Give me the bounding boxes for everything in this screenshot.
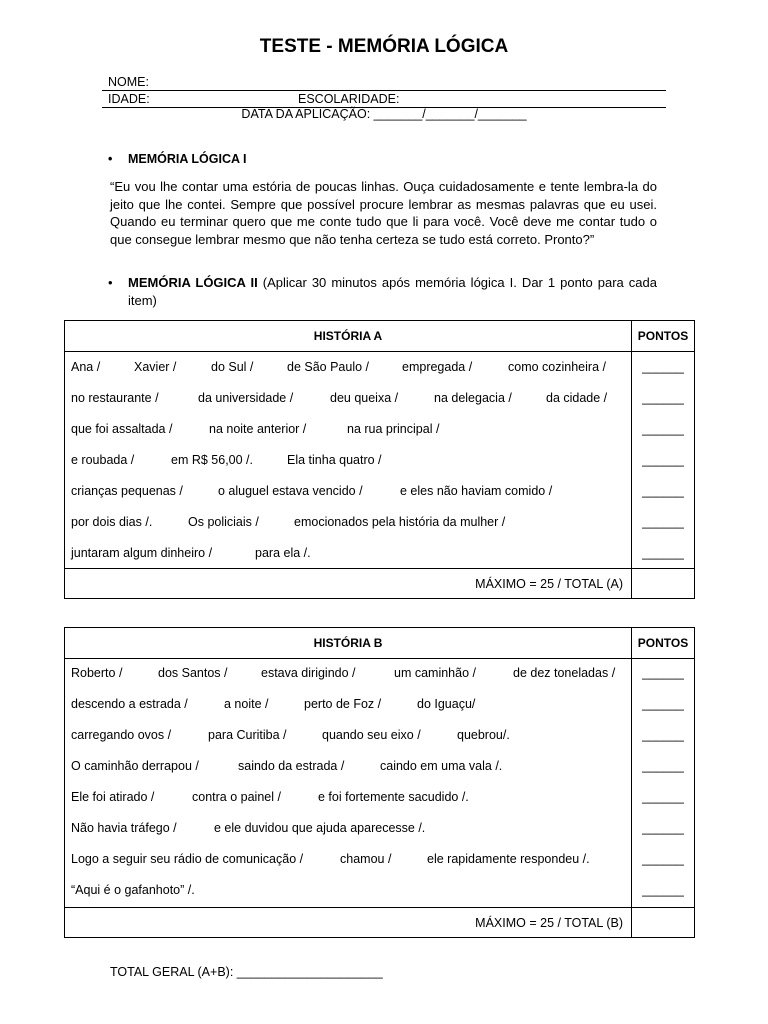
story-b-total: MÁXIMO = 25 / TOTAL (B) [65, 908, 632, 938]
story-b-row [71, 790, 631, 810]
story-a-row [71, 391, 631, 411]
story-item: empregada / [402, 360, 473, 374]
story-a-total-box [632, 569, 695, 599]
story-item: e roubada / [71, 453, 135, 467]
application-date: DATA DA APLICAÇÃO: _______/_______/_______ [241, 107, 527, 121]
points-blank: ______ [642, 546, 684, 560]
story-b-row [71, 697, 631, 717]
story-item: do Iguaçu/ [417, 697, 476, 711]
page-title: TESTE - MEMÓRIA LÓGICA [259, 36, 509, 57]
story-a-points [632, 352, 694, 568]
points-blank: ______ [642, 422, 684, 436]
grand-total: TOTAL GERAL (A+B): _____________________ [110, 965, 383, 979]
story-item: Ela tinha quatro / [287, 453, 382, 467]
name-label: NOME: [108, 75, 149, 89]
story-item: Roberto / [71, 666, 123, 680]
story-item: Não havia tráfego / [71, 821, 177, 835]
story-item: emocionados pela história da mulher / [294, 515, 506, 529]
story-b-row [71, 759, 631, 779]
points-blank: ______ [642, 391, 684, 405]
story-b-row [71, 883, 631, 903]
points-blank: ______ [642, 697, 684, 711]
story-item: crianças pequenas / [71, 484, 183, 498]
story-a-points-header: PONTOS [632, 321, 695, 352]
story-item: perto de Foz / [304, 697, 382, 711]
story-item: ele rapidamente respondeu /. [427, 852, 590, 866]
points-blank: ______ [642, 666, 684, 680]
story-a-total: MÁXIMO = 25 / TOTAL (A) [65, 569, 632, 599]
section2-note: (Aplicar 30 minutos após memória lógica I. Dar 1 ponto para cada item) [128, 275, 657, 308]
story-item: e ele duvidou que ajuda aparecesse /. [214, 821, 426, 835]
story-b-title: HISTÓRIA B [65, 628, 632, 659]
story-item: “Aqui é o gafanhoto” /. [71, 883, 195, 897]
story-item: de São Paulo / [287, 360, 370, 374]
story-item: carregando ovos / [71, 728, 172, 742]
points-blank: ______ [642, 883, 684, 897]
story-item: do Sul / [211, 360, 254, 374]
points-blank: ______ [642, 821, 684, 835]
story-item: o aluguel estava vencido / [218, 484, 363, 498]
story-b-row [71, 852, 631, 872]
story-item: da universidade / [198, 391, 294, 405]
points-blank: ______ [642, 790, 684, 804]
story-item: quando seu eixo / [322, 728, 421, 742]
section1-heading-text: MEMÓRIA LÓGICA I [128, 152, 247, 166]
story-item: contra o painel / [192, 790, 281, 804]
story-item: Xavier / [134, 360, 177, 374]
story-a-row [71, 484, 631, 504]
story-a-row [71, 546, 631, 566]
section1-heading [108, 152, 247, 166]
story-item: Os policiais / [188, 515, 259, 529]
section2-heading-text: MEMÓRIA LÓGICA II [128, 275, 258, 290]
story-item: no restaurante / [71, 391, 159, 405]
story-item: juntaram algum dinheiro / [71, 546, 213, 560]
story-item: que foi assaltada / [71, 422, 173, 436]
story-item: em R$ 56,00 /. [171, 453, 253, 467]
story-b-items [65, 659, 631, 907]
story-item: saindo da estrada / [238, 759, 345, 773]
story-item: um caminhão / [394, 666, 476, 680]
story-item: caindo em uma vala /. [380, 759, 503, 773]
story-item: na rua principal / [347, 422, 440, 436]
story-item: na noite anterior / [209, 422, 307, 436]
story-item: Logo a seguir seu rádio de comunicação / [71, 852, 304, 866]
instruction-quote: “Eu vou lhe contar uma estória de poucas linhas. Ouça cuidadosamente e tente lembra-la do jeito que lhe contei. Sempre que possível procure lembrar as mesmas palavras que eu usei. Quando eu terminar quero que me conte tudo que li para você. Você deve me contar tudo o que consegue lembrar mesmo que não tenha certeza se tudo está correto. Pronto?” [110, 179, 657, 247]
story-a-row [71, 422, 631, 442]
story-a-row [71, 360, 631, 380]
age-schooling-line [102, 91, 666, 108]
story-a-table [64, 320, 695, 599]
name-line [102, 74, 666, 91]
story-b-total-box [632, 908, 695, 938]
story-item: para Curitiba / [208, 728, 287, 742]
story-item: estava dirigindo / [261, 666, 356, 680]
story-item: descendo a estrada / [71, 697, 188, 711]
story-item: na delegacia / [434, 391, 512, 405]
story-b-row [71, 821, 631, 841]
points-blank: ______ [642, 515, 684, 529]
story-item: dos Santos / [158, 666, 228, 680]
story-b-row [71, 666, 631, 686]
story-item: Ana / [71, 360, 101, 374]
bullet-icon: • [108, 152, 113, 166]
story-b-points [632, 659, 694, 907]
story-b-table [64, 627, 695, 938]
story-item: por dois dias /. [71, 515, 153, 529]
story-item: de dez toneladas / [513, 666, 616, 680]
story-item: Ele foi atirado / [71, 790, 155, 804]
bullet-icon: • [108, 275, 113, 290]
story-item: a noite / [224, 697, 269, 711]
points-blank: ______ [642, 728, 684, 742]
points-blank: ______ [642, 360, 684, 374]
story-a-row [71, 515, 631, 535]
story-item: e eles não haviam comido / [400, 484, 553, 498]
story-a-row [71, 453, 631, 473]
story-item: deu queixa / [330, 391, 399, 405]
story-item: como cozinheira / [508, 360, 606, 374]
story-item: chamou / [340, 852, 392, 866]
schooling-label: ESCOLARIDADE: [298, 92, 400, 106]
points-blank: ______ [642, 852, 684, 866]
points-blank: ______ [642, 484, 684, 498]
story-a-title: HISTÓRIA A [65, 321, 632, 352]
story-item: e foi fortemente sacudido /. [318, 790, 469, 804]
story-item: quebrou/. [457, 728, 510, 742]
story-item: para ela /. [255, 546, 311, 560]
story-b-points-header: PONTOS [632, 628, 695, 659]
story-item: da cidade / [546, 391, 608, 405]
story-b-row [71, 728, 631, 748]
points-blank: ______ [642, 453, 684, 467]
age-label: IDADE: [108, 92, 150, 106]
section2-heading [108, 274, 657, 309]
points-blank: ______ [642, 759, 684, 773]
story-item: O caminhão derrapou / [71, 759, 199, 773]
story-a-items [65, 352, 631, 568]
